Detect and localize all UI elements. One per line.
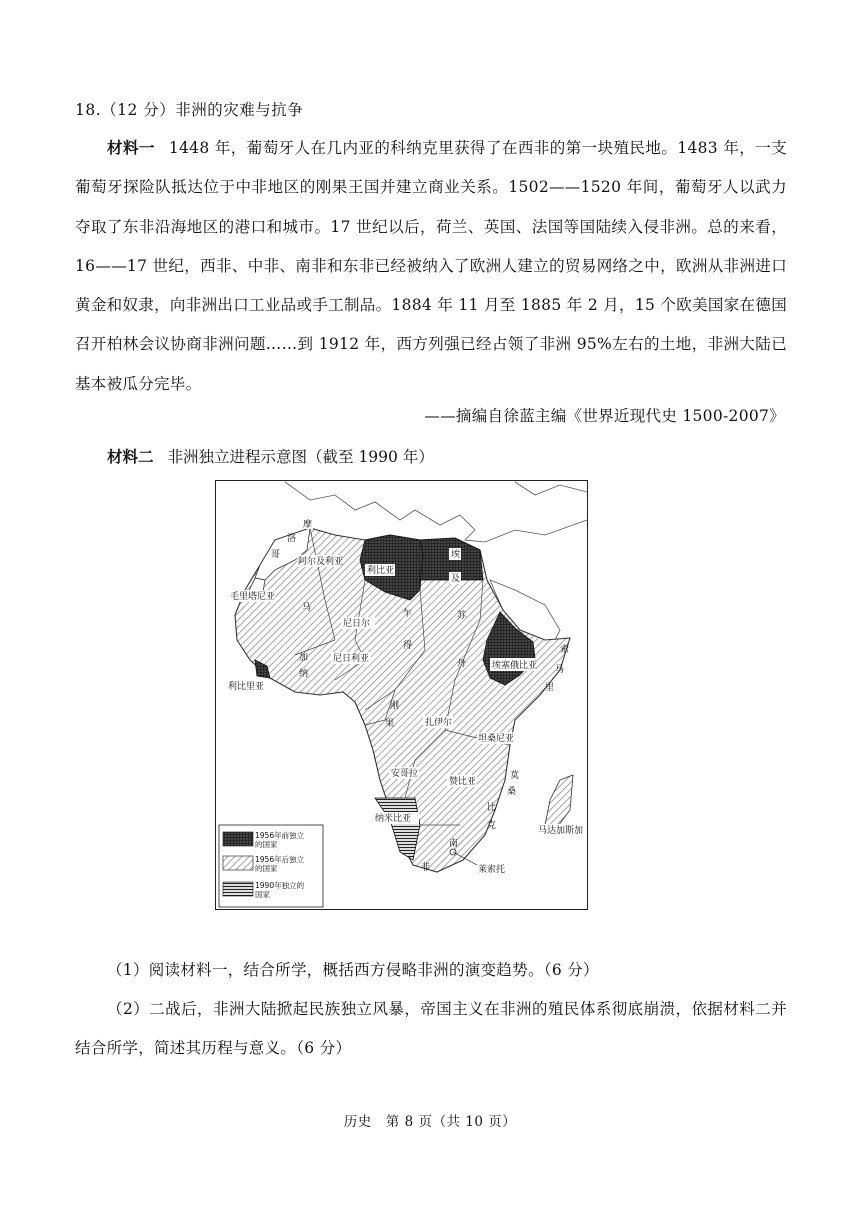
material1-text: 1448 年，葡萄牙人在几内亚的科纳克里获得了在西非的第一块殖民地。1483 年，一支葡萄牙探险队抵达位于中非地区的刚果王国并建立商业关系。1502——1520 年间，葡萄牙人以武力夺取了东非沿海地区的港口和城市。17 世纪以后，荷兰、英国、法国等国陆续入侵非洲。总的来看，16——17 世纪，西非、中非、南非和东非已经被纳入了欧洲人建立的贸易网络之中，欧洲从非洲进口黄金和奴隶，向非洲出口工业品或手工制品。1884 年 11 月至 1885 年 2 月，15 个欧美国家在德国召开柏林会议协商非洲问题……到 1912 年，西方列强已经占领了非洲 95%左右的土地，非洲大陆已基本被瓜分完毕。: [75, 139, 787, 393]
label-mozambique: 莫: [510, 771, 520, 781]
label-morocco-2: 洛: [287, 534, 297, 544]
label-angola: 安哥拉: [391, 769, 419, 779]
label-chad: 乍: [403, 609, 413, 619]
material2-caption: 非洲独立进程示意图（截至 1990 年）: [167, 448, 434, 466]
label-mozambique-2: 桑: [507, 787, 517, 797]
label-zambia: 赞比亚: [449, 777, 477, 787]
label-congo-2: 果: [385, 719, 395, 729]
material2-label: 材料二: [107, 448, 154, 466]
label-ethiopia: 埃塞俄比亚: [492, 661, 538, 671]
legend-after-1956-2: 的国家: [255, 864, 278, 873]
sub-question-2: （2）二战后，非洲大陆掀起民族独立风暴，帝国主义在非洲的殖民体系彻底崩溃，依据材料二并结合所学，简述其历程与意义。（6 分）: [75, 1000, 787, 1058]
material1-source: ——摘编自徐蓝主编《世界近现代史 1500-2007》: [424, 407, 785, 425]
label-ghana-2: 纳: [299, 669, 309, 679]
label-algeria: 阿尔及利亚: [298, 557, 344, 567]
label-morocco: 摩: [303, 520, 313, 530]
label-sudan: 苏: [457, 611, 467, 621]
label-south-africa: 南: [449, 839, 459, 849]
material1-label: 材料一: [107, 139, 155, 157]
label-nigeria: 尼日利亚: [333, 654, 370, 664]
label-ghana: 加: [299, 653, 309, 663]
label-zaire: 扎伊尔: [425, 718, 453, 728]
label-south-africa-2: 非: [421, 863, 431, 873]
label-somalia-2: 马: [555, 665, 565, 675]
label-namibia: 纳米比亚: [375, 814, 412, 824]
label-liberia: 利比里亚: [228, 682, 265, 692]
label-lesotho: 莱索托: [478, 865, 506, 875]
legend-swatch-1990: [223, 882, 253, 896]
label-egypt: 埃: [451, 550, 461, 560]
label-mauritania: 毛里塔尼亚: [230, 592, 276, 602]
label-tanzania: 坦桑尼亚: [478, 734, 515, 744]
label-congo: 刚: [390, 701, 400, 711]
label-morocco-3: 哥: [271, 550, 281, 560]
question-title: 18.（12 分）非洲的灾难与抗争: [75, 101, 304, 119]
map-legend: [219, 825, 323, 907]
label-somalia: 索: [560, 645, 570, 655]
label-chad-2: 得: [403, 641, 413, 651]
label-mali: 马: [302, 603, 312, 613]
legend-after-1956: 1956年后独立: [255, 855, 305, 864]
legend-1990-2: 国家: [255, 890, 270, 899]
label-libya: 利比亚: [367, 566, 395, 576]
page-footer: 历史 第 8 页（共 10 页）: [343, 1114, 517, 1130]
label-mozambique-4: 克: [487, 821, 497, 831]
legend-before-1956: 1956年前独立: [255, 831, 305, 840]
label-egypt-2: 及: [451, 574, 461, 584]
material2-heading: [107, 445, 434, 467]
sub-question-1: （1）阅读材料一，结合所学，概括西方侵略非洲的演变趋势。（6 分）: [107, 961, 599, 979]
legend-1990: 1990年独立的: [255, 881, 305, 890]
legend-swatch-before-1956: [223, 832, 253, 846]
africa-independence-map: [215, 480, 588, 910]
label-madagascar: 马达加斯加: [538, 826, 584, 836]
label-mozambique-3: 比: [487, 803, 497, 813]
material1-paragraph: [75, 129, 787, 404]
label-sudan-2: 丹: [457, 659, 467, 669]
legend-before-1956-2: 的国家: [255, 840, 278, 849]
label-somalia-3: 里: [545, 683, 555, 693]
legend-swatch-after-1956: [223, 856, 253, 870]
label-niger: 尼日尔: [343, 619, 371, 629]
